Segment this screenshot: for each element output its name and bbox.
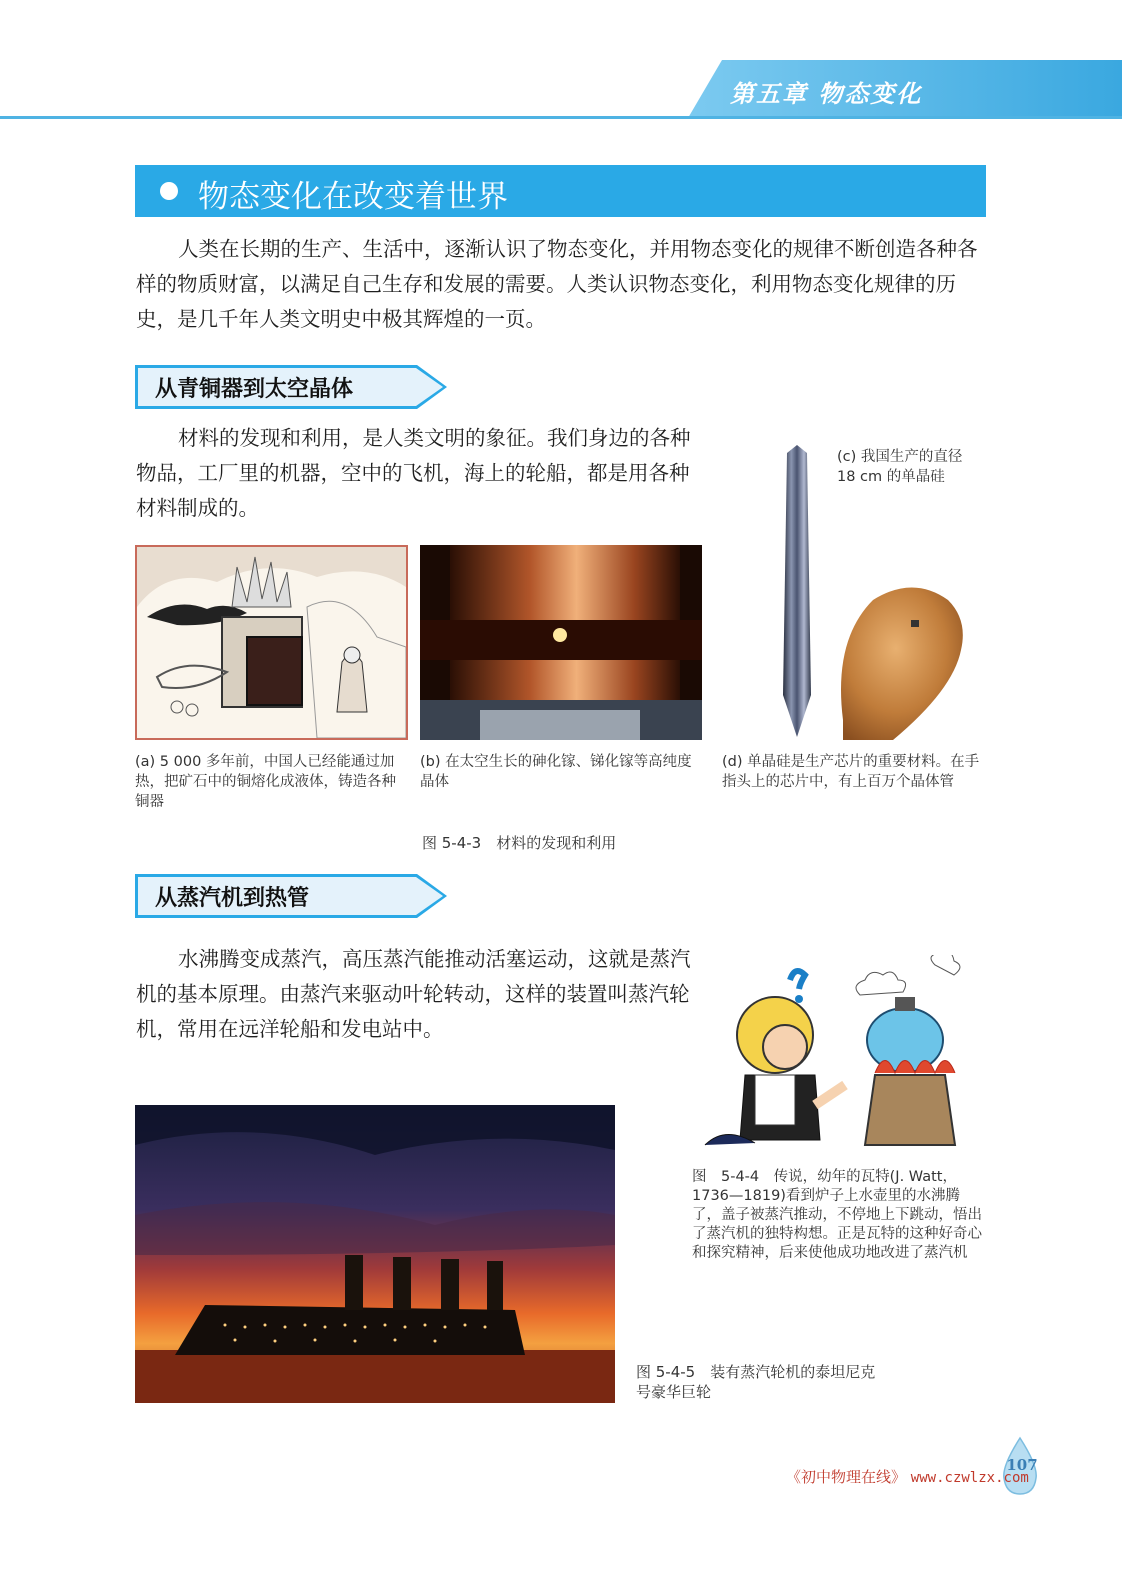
watt-kettle-cartoon <box>695 955 995 1160</box>
caption-watt: 图 5-4-4 传说，幼年的瓦特(J. Watt，1736—1819)看到炉子上水壶里的水沸腾了，盖子被蒸汽推动，不停地上下跳动，悟出了蒸汽机的独特构想。正是瓦特的这种好奇心和探究精神，后来使他成功地改进了蒸汽机 <box>692 1169 982 1261</box>
bullet-icon <box>160 182 178 200</box>
header-rule <box>0 116 1122 119</box>
titanic-photo <box>135 1105 615 1403</box>
intro-text: 人类在长期的生产、生活中，逐渐认识了物态变化，并用物态变化的规律不断创造各种各样的物质财富，以满足自己生存和发展的需要。人类认识物态变化，利用物态变化规律的历史，是几千年人类文明史中极其辉煌的一页。 <box>136 237 978 331</box>
intro-paragraph <box>136 232 988 337</box>
caption-a: (a) 5 000 多年前，中国人已经能通过加热，把矿石中的铜熔化成液体，铸造各种铜器 <box>135 754 396 810</box>
caption-c: (c) 我国生产的直径18 cm 的单晶硅 <box>837 449 963 485</box>
subhead-steam <box>135 874 447 918</box>
chapter-title: 第五章 物态变化 <box>730 79 923 108</box>
materials-text: 材料的发现和利用，是人类文明的象征。我们身边的各种物品，工厂里的机器，空中的飞机，海上的轮船，都是用各种材料制成的。 <box>136 426 691 520</box>
steam-text: 水沸腾变成蒸汽，高压蒸汽能推动活塞运动，这就是蒸汽机的基本原理。由蒸汽来驱动叶轮转动，这样的装置叫蒸汽轮机，常用在远洋轮船和发电站中。 <box>136 947 691 1041</box>
bronze-casting-illustration <box>135 545 408 740</box>
caption-b: (b) 在太空生长的砷化镓、锑化镓等高纯度晶体 <box>420 754 692 790</box>
subhead-steam-label: 从蒸汽机到热管 <box>155 886 310 911</box>
space-crystal-photo <box>420 545 702 740</box>
figure-5-4-3-caption: 图 5-4-3 材料的发现和利用 <box>422 834 617 852</box>
subhead-bronze-label: 从青铜器到太空晶体 <box>155 377 354 402</box>
page-number: 107 <box>1006 1456 1038 1474</box>
chip-fingertip-photo <box>833 580 963 740</box>
steam-paragraph <box>136 942 704 1047</box>
footer-site-name: 《初中物理在线》 <box>786 1468 907 1486</box>
subhead-bronze <box>135 365 447 409</box>
silicon-crystal-rod-photo <box>773 445 821 740</box>
materials-paragraph <box>136 421 704 526</box>
footer-watermark <box>786 1466 1029 1487</box>
caption-d: (d) 单晶硅是生产芯片的重要材料。在手指头上的芯片中，有上百万个晶体管 <box>722 754 980 790</box>
section-title: 物态变化在改变着世界 <box>198 179 508 215</box>
caption-titanic: 图 5-4-5 装有蒸汽轮机的泰坦尼克号豪华巨轮 <box>636 1363 876 1401</box>
footer-url[interactable]: www.czwlzx.com <box>910 1470 1029 1486</box>
